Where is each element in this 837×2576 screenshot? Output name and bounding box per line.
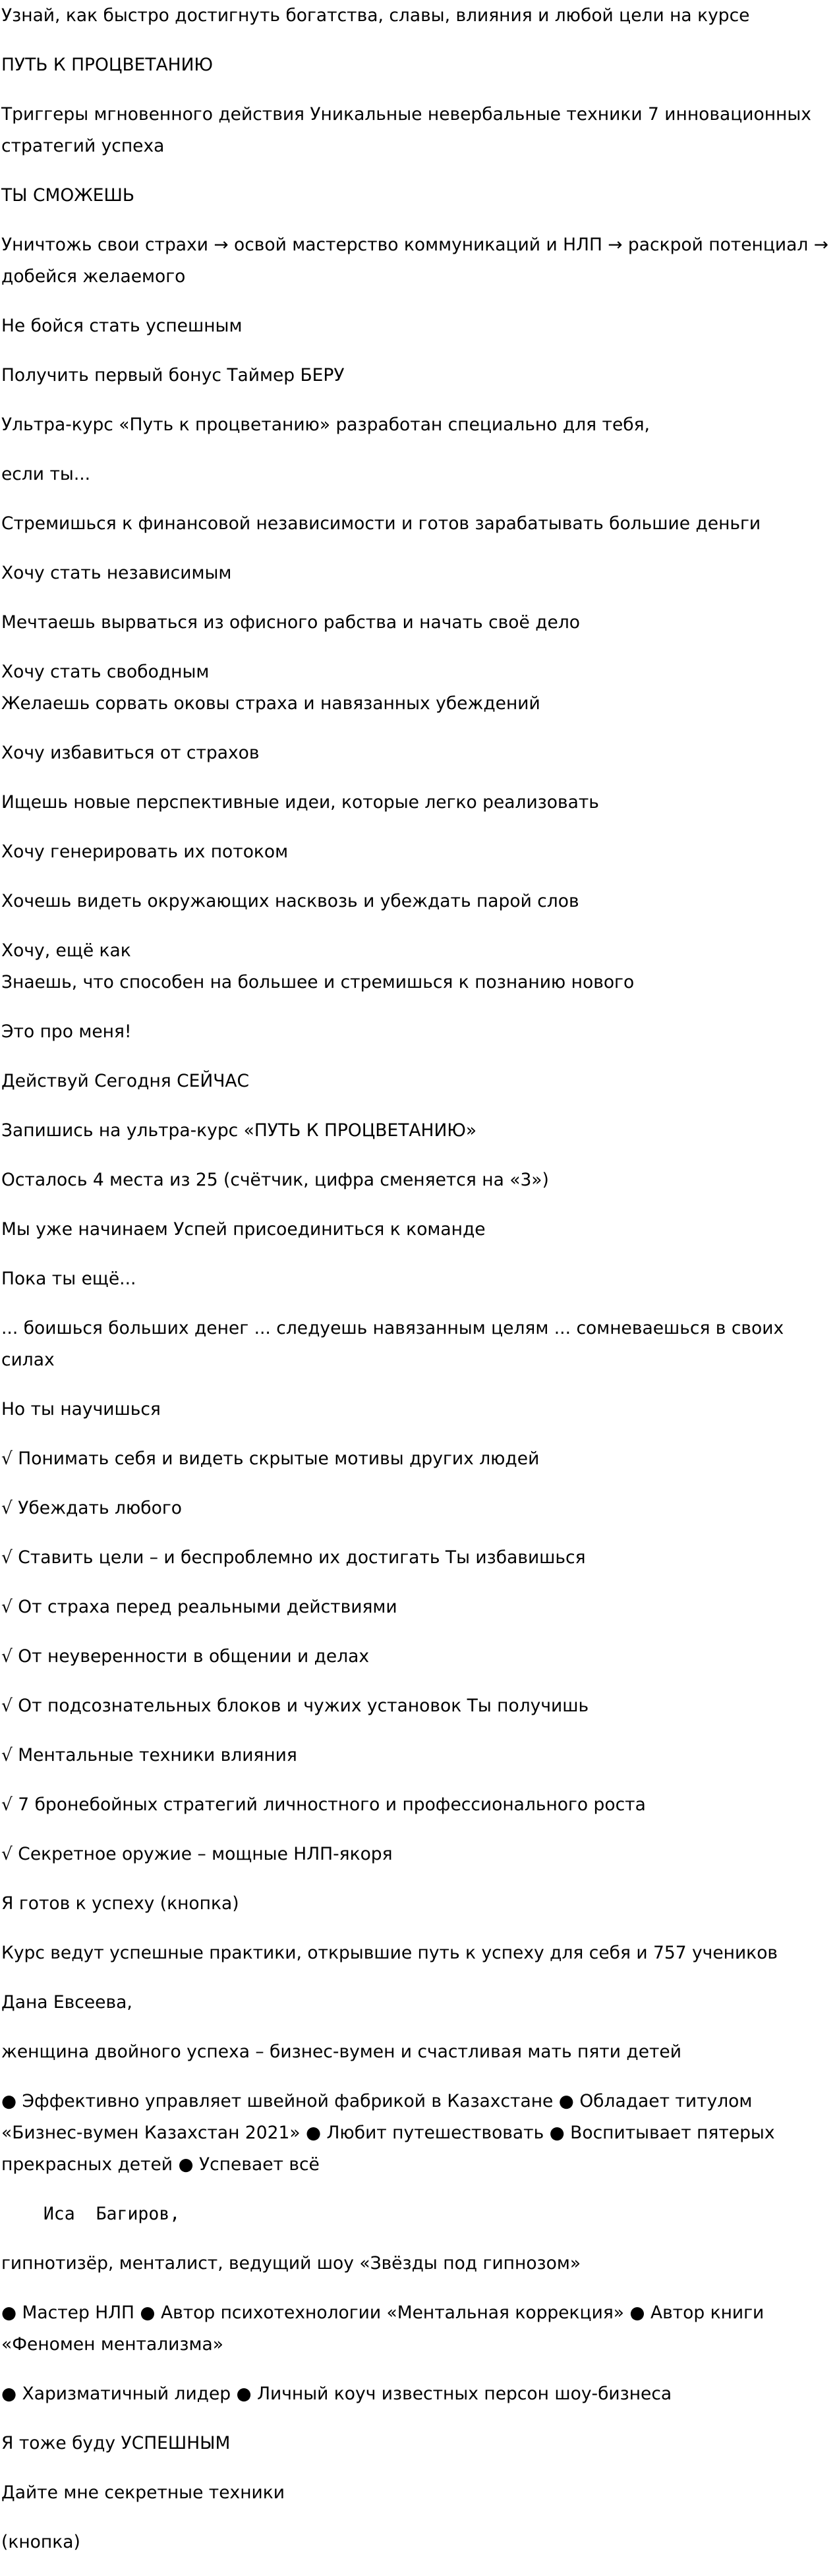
answer-generate: Хочу генерировать их потоком [1,842,289,862]
get-item-techniques: √ Ментальные техники влияния [1,1745,297,1765]
starting-now-text: Мы уже начинаем Успей присоединиться к команде [1,1219,486,1240]
trainer-2-bullets-2: ● Харизматичный лидер ● Личный коуч известных персон шоу-бизнеса [1,2384,672,2404]
fears-list-text: ... боишься больших денег ... следуешь навязанным целям ... сомневаешься в своих силах [1,1318,784,1370]
answer-free: Хочу стать свободным [1,662,210,682]
answer-about-me: Это про меня! [1,1021,132,1042]
course-for-you-text: Ультра-курс «Путь к процветанию» разработан специально для тебя, [1,415,650,435]
get-item-strategies: √ 7 бронебойных стратегий личностного и профессионального роста [1,1794,646,1815]
trainer-2-bullets-1: ● Мастер НЛП ● Автор психотехнологии «Ментальная коррекция» ● Автор книги «Феномен ментализма» [1,2303,765,2355]
course-features: Триггеры мгновенного действия Уникальные невербальные техники 7 инновационных стратегий успеха [1,104,811,156]
learn-item-understand: √ Понимать себя и видеть скрытые мотивы других людей [1,1448,540,1469]
steps-path: Уничтожь свои страхи → освой мастерство коммуникаций и НЛП → раскрой потенциал → добейся желаемого [1,235,828,287]
rid-item-fear: √ От страха перед реальными действиями [1,1597,397,1617]
desire-break-fear: Желаешь сорвать оковы страха и навязанных убеждений [1,693,540,714]
headline-intro: Узнай, как быстро достигнуть богатства, славы, влияния и любой цели на курсе [1,5,750,26]
trainer-2-name: Иса Багиров, [1,2204,181,2224]
trainer-1-bullets: ● Эффективно управляет швейной фабрикой в Казахстане ● Обладает титулом «Бизнес-вумен Казахстан 2021» ● Любит путешествовать ● Воспитывает пятерых прекрасных детей ● Успевает всё [1,2091,775,2175]
act-now-text: Действуй Сегодня СЕЙЧАС [1,1071,250,1091]
you-will-learn-heading: Но ты научишься [1,1399,161,1419]
ready-button-text: Я готов к успеху (кнопка) [1,1893,239,1914]
you-can-heading: ТЫ СМОЖЕШЬ [1,185,135,206]
enroll-text: Запишись на ультра-курс «ПУТЬ К ПРОЦВЕТАНИЮ» [1,1120,477,1141]
course-title: ПУТЬ К ПРОЦВЕТАНИЮ [1,55,214,75]
be-successful-text: Я тоже буду УСПЕШНЫМ [1,2433,231,2453]
trainer-2-title: гипнотизёр, менталист, ведущий шоу «Звёзды под гипнозом» [1,2253,581,2274]
seats-left-counter: Осталось 4 места из 25 (счётчик, цифра сменяется на «3») [1,1170,549,1190]
answer-yes: Хочу, ещё как [1,940,131,961]
desire-see-through: Хочешь видеть окружающих насквозь и убеждать парой слов [1,891,579,911]
if-you-text: если ты... [1,464,91,484]
learn-item-convince: √ Убеждать любого [1,1498,182,1518]
rid-item-blocks: √ От подсознательных блоков и чужих установок Ты получишь [1,1696,589,1716]
trainers-intro: Курс ведут успешные практики, открывшие путь к успеху для себя и 757 учеников [1,1943,778,1963]
desire-new-ideas: Ищешь новые перспективные идеи, которые легко реализовать [1,792,599,813]
trainer-1-title: женщина двойного успеха – бизнес-вумен и счастливая мать пяти детей [1,2042,681,2062]
while-you-text: Пока ты ещё... [1,1269,136,1289]
give-techniques-text: Дайте мне секретные техники [1,2482,285,2503]
get-item-anchors: √ Секретное оружие – мощные НЛП-якоря [1,1844,393,1864]
dont-fear-text: Не бойся стать успешным [1,316,243,336]
desire-financial: Стремишься к финансовой независимости и готов зарабатывать большие деньги [1,513,761,534]
desire-more: Знаешь, что способен на большее и стремишься к познанию нового [1,972,635,992]
bonus-timer-text: Получить первый бонус Таймер БЕРУ [1,365,345,386]
button-note-text: (кнопка) [1,2532,80,2552]
desire-own-business: Мечтаешь вырваться из офисного рабства и начать своё дело [1,612,580,633]
trainer-1-name: Дана Евсеева, [1,1992,132,2013]
answer-rid-fears: Хочу избавиться от страхов [1,743,260,763]
rid-item-insecurity: √ От неуверенности в общении и делах [1,1646,370,1667]
answer-independent: Хочу стать независимым [1,563,232,583]
learn-item-goals: √ Ставить цели – и беспроблемно их достигать Ты избавишься [1,1547,586,1568]
